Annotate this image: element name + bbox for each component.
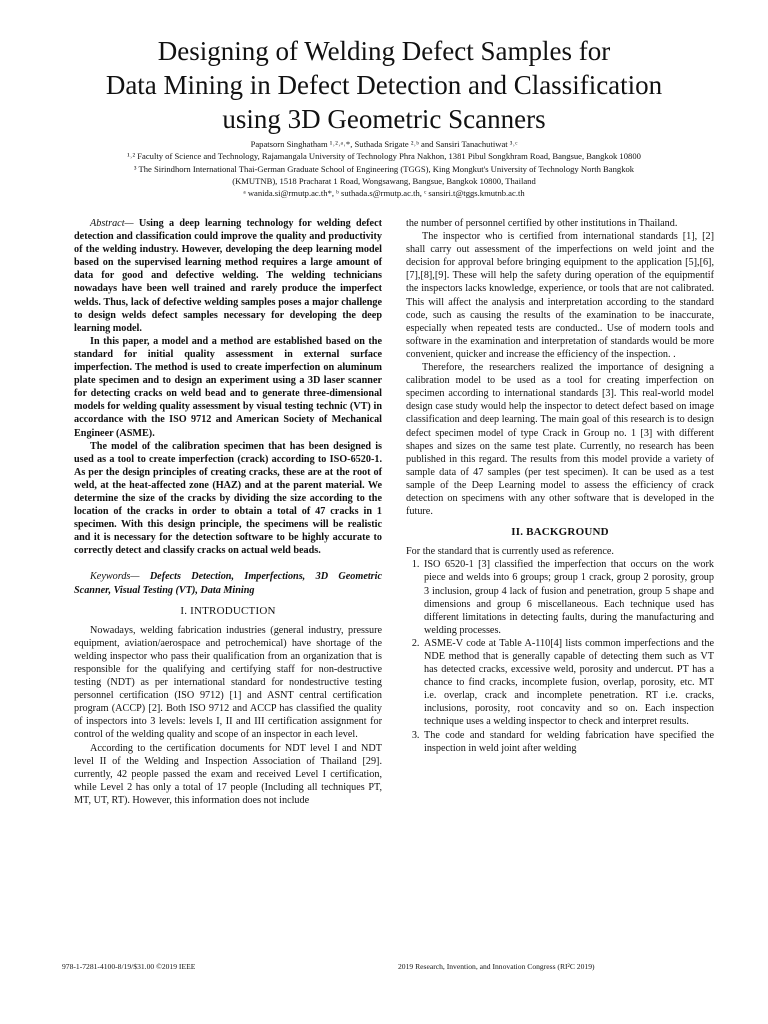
footer-copyright: 978-1-7281-4100-8/19/$31.00 ©2019 IEEE (62, 962, 196, 971)
abstract-paragraph-2: In this paper, a model and a method are established based on the standard for initial quality assessment in external surface imperfection. The method is used to create imperfection on aluminum plate specimen and to design an experiment using a 3D laser scanner for detecting cracks on weld bead and to generate three-dimensional models for welding quality assessment by visual testing technic (VT) in accordance with the ISO 9712 and American Society of Mechanical Engineer (ASME). (74, 335, 382, 439)
background-intro: For the standard that is currently used as reference. (406, 546, 614, 558)
left-column (74, 217, 382, 807)
list-item: 2. ASME-V code at Table A-110[4] lists common imperfections and the NDE method that is generally capable of detecting them such as VT has detected cracks, excessive weld, porosity and undercut. PT has a chance to find cracks, incomplete fusion, overlap, porosity, etc. MT i.e. overlap, crack and incomplete penetration. RT i.e. cracks, inclusions, porosity, root concavity and so on. Each inspection technique uses a welding inspector to check and interpret results. (422, 637, 714, 729)
title-line-2: Data Mining in Defect Detection and Classification (105, 70, 663, 100)
author-block (60, 138, 708, 199)
keywords (74, 570, 382, 596)
author-names: Papatsorn Singhatham ¹˒²˒ᵃ˒*, Suthada Srigate ²˒ᵇ and Sansiri Tanachutiwat ³˒ᶜ (250, 139, 518, 149)
paper-title (40, 34, 728, 136)
title-line-1: Designing of Welding Defect Samples for (157, 36, 611, 66)
keywords-label: Keywords— (90, 571, 140, 583)
title-line-3: using 3D Geometric Scanners (222, 104, 546, 134)
intro-paragraph-2: According to the certification documents for NDT level I and NDT level II of the Welding and Inspection Association of Thailand [29]. currently, 42 people passed the exam and received Level I certification, while Level 2 has only a total of 17 people (Including all techniques PT, MT, UT, RT). However, this information does not include (74, 742, 382, 806)
section-heading-introduction: I. INTRODUCTION (180, 604, 276, 617)
intro-paragraph-4: Therefore, the researchers realized the importance of designing a calibration model to be used as a tool for creating imperfection on specimen according to international standards [3]. This real-world model design case study would help the inspector to detect defect based on image classification and deep learning. The main goal of this research is to design defect specimen model of type Crack in Group no. 1 [3] with different shapes and sizes on the same test plate. Currently, no research has been published in this regard. The results from this model provide a variety of sample data of 47 samples (per test specimen). It can be used as a test sample of the Deep Learning model to assess the efficiency of crack detection on specimens with any other software that is developed in the future. (406, 362, 714, 518)
list-item: 3. The code and standard for welding fabrication have specified the inspection in weld joint after welding (422, 729, 714, 755)
abstract-paragraph-3: The model of the calibration specimen that has been designed is used as a tool to create imperfection (crack) according to ISO-6520-1. As per the design principles of creating cracks, these are at the root of weld, at the heat-affected zone (HAZ) and at the parent material. We determine the size of the cracks by dividing the size according to the location of the cracks in order to obtain a total of 47 cracks in 1 specimen. With this design principle, the specimens will be realistic and it is necessary for the detection software to be highly accurate to correctly detect and classify cracks on actual weld beads. (74, 440, 382, 557)
affiliation-3: (KMUTNB), 1518 Pracharat 1 Road, Wongsawang, Bangsue, Bangkok 10800, Thailand (232, 175, 536, 186)
background-list (406, 558, 714, 754)
affiliation-2: ³ The Sirindhorn International Thai-German Graduate School of Engineering (TGGS), King Mongkut's University of Technology North Bangkok (133, 163, 635, 174)
abstract-paragraph-1 (74, 217, 382, 335)
keywords-text: Defects Detection, Imperfections, 3D Geometric Scanner, Visual Testing (VT), Data Mining (74, 571, 382, 596)
abstract-label: Abstract— (90, 218, 134, 229)
intro-paragraph-3: The inspector who is certified from international standards [1], [2] shall carry out assessment of the imperfections on weld joint and the decision for approval before bringing equipment to the application [5],[6],[7],[8],[9]. These will help the safety during operation of the equipmentif the inspectors lacks knowledge, experience, or tools that are not calibrated. This will affect the analysis and interpretation according to the standard code, such as causing the results of the examination to be inaccurate, especially when repeated tests are conducted.. Use of modern tools and software in the examination and interpretation of standards would be more convenient, quicker and increase the efficiency of the inspection. . (406, 231, 714, 360)
footer-conference: 2019 Research, Invention, and Innovation Congress (RI²C 2019) (398, 962, 595, 971)
abstract-text-1: Using a deep learning technology for welding defect detection and classification could improve the quality and productivity of the welding industry. However, developing the deep learning model based on the supervised learning method requires a large amount of data for good and defective welding. The welding technicians nowadays have been well trained and rarely produce the imperfect welds. Thus, lack of defective welding samples poses a major challenge to design welds defect samples necessary for developing the deep learning model. (74, 218, 382, 334)
list-item: 1. ISO 6520-1 [3] classified the imperfection that occurs on the work piece and welds into 6 groups; group 1 crack, group 2 porosity, group 3 inclusion, group 4 lack of fusion and penetration, group 5 shape and dimensions and group 6 miscellaneous. Each technique used has different limitations in detecting faults, during the manufacturing and welding processes. (422, 558, 714, 637)
author-emails: ᵃ wanida.si@rmutp.ac.th*, ᵇ suthada.s@rmutp.ac.th, ᶜ sansiri.t@tggs.kmutnb.ac.th (243, 188, 525, 199)
intro-paragraph-2-continued: the number of personnel certified by other institutions in Thailand. (406, 218, 678, 229)
intro-paragraph-1: Nowadays, welding fabrication industries (general industry, pressure equipment, aviation/aerospace and petrochemical) have shortage of the welding inspector who pass their qualification from an organization that is responsible for the qualifying and certifying staff for non-destructive testing (NDT) as per international standard for nondestructive testing personnel certification (ISO 9712) [1] and ASNT central certification program (ACCP) [2]. Both ISO 9712 and ACCP has classified the quality of inspectors into 3 levels: levels I, II and III certification assignment for control of the welding quality and scope of an inspector in each level. (74, 624, 382, 741)
right-column (406, 217, 714, 755)
affiliation-1: ¹˒² Faculty of Science and Technology, Rajamangala University of Technology Phra Nakhon, 1381 Pibul Songkhram Road, Bangsue, Bangkok 10800 (127, 151, 641, 162)
section-heading-background: II. BACKGROUND (511, 526, 609, 539)
